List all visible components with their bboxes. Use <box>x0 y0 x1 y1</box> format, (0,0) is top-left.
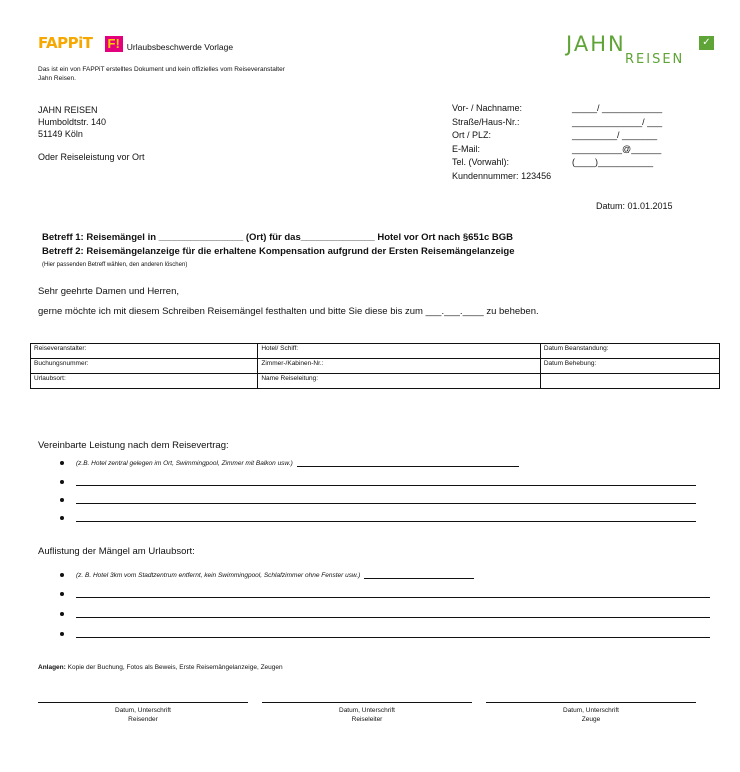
recipient-alternative: Oder Reiseleistung vor Ort <box>38 152 145 162</box>
fappit-logo <box>38 34 233 52</box>
fill-line <box>76 502 696 504</box>
attachments-label: Anlagen: <box>38 664 66 671</box>
bullet-icon <box>60 516 64 520</box>
section-defects-title: Auflistung der Mängel am Urlaubsort: <box>38 546 195 557</box>
signature-traveler[interactable]: Datum, Unterschrift Reisender <box>38 702 248 724</box>
bullet-icon <box>60 573 64 577</box>
table-cell[interactable]: Reiseveranstalter: <box>31 344 258 359</box>
recipient-line: JAHN REISEN <box>38 105 98 115</box>
document-date: Datum: 01.01.2015 <box>596 201 673 211</box>
list-item[interactable] <box>60 572 474 579</box>
fill-line <box>364 577 474 579</box>
sender-field-customer-number: Kundennummer: 123456 <box>452 170 552 181</box>
sender-field-phone[interactable]: Tel. (Vorwahl): (____)___________ <box>452 157 654 167</box>
table-cell[interactable]: Urlaubsort: <box>31 374 258 389</box>
list-item[interactable] <box>60 612 710 618</box>
fill-line <box>76 484 696 486</box>
attachments <box>38 664 283 671</box>
list-item[interactable] <box>60 592 710 598</box>
fill-line <box>76 616 710 618</box>
sender-field-email[interactable]: E-Mail: __________@______ <box>452 143 662 154</box>
list-item[interactable] <box>60 516 696 522</box>
brand-name: FAPPiT <box>38 34 93 52</box>
sender-fields <box>452 102 732 183</box>
bullet-icon <box>60 632 64 636</box>
subject-lines <box>42 231 514 259</box>
fill-line <box>297 465 519 467</box>
sender-field-street[interactable]: Straße/Haus-Nr.: ______________/ ___ <box>452 116 663 127</box>
recipient-line: 51149 Köln <box>38 129 83 139</box>
list-item[interactable] <box>60 498 696 504</box>
signature-tour-guide[interactable]: Datum, Unterschrift Reiseleiter <box>262 702 472 724</box>
jahn-reisen-logo <box>566 32 726 72</box>
table-cell[interactable]: Datum Beanstandung: <box>540 344 719 359</box>
recipient-line: Humboldtstr. 140 <box>38 117 107 127</box>
table-cell[interactable] <box>540 374 719 389</box>
salutation: Sehr geehrte Damen und Herren, <box>38 286 179 297</box>
sender-field-name[interactable]: Vor- / Nachname: _____/ ____________ <box>452 103 663 113</box>
table-row <box>31 359 720 374</box>
section-agreed-services-title: Vereinbarte Leistung nach dem Reisevertrag: <box>38 440 229 451</box>
logo-bottom-text: REISEN <box>625 52 685 67</box>
subject-hint: (Hier passenden Betreff wählen, den anderen löschen) <box>42 262 188 268</box>
list-item[interactable] <box>60 460 519 467</box>
intro-text: gerne möchte ich mit diesem Schreiben Reisemängel festhalten und bitte Sie diese bis zum ___.___.____ zu beheben. <box>38 306 539 317</box>
table-cell[interactable]: Buchungsnummer: <box>31 359 258 374</box>
signature-witness[interactable]: Datum, Unterschrift Zeuge <box>486 702 696 724</box>
bullet-icon <box>60 612 64 616</box>
bullet-icon <box>60 498 64 502</box>
attachments-text: Kopie der Buchung, Fotos als Beweis, Erste Reisemängelanzeige, Zeugen <box>67 664 283 671</box>
table-cell[interactable]: Name Reiseleitung: <box>258 374 540 389</box>
table-cell[interactable]: Datum Behebung: <box>540 359 719 374</box>
list-item[interactable] <box>60 480 696 486</box>
booking-info-table <box>30 343 720 389</box>
table-cell[interactable]: Zimmer-/Kabinen-Nr.: <box>258 359 540 374</box>
fill-line <box>76 596 710 598</box>
fill-line <box>76 520 696 522</box>
leaf-icon: ✓ <box>699 36 714 50</box>
bullet-icon <box>60 592 64 596</box>
logo-top-text: JAHN <box>566 32 626 56</box>
sender-field-city[interactable]: Ort / PLZ: _________/ _______ <box>452 130 658 140</box>
example-text: (z.B. Hotel zentral gelegen im Ort, Swimmingpool, Zimmer mit Balkon usw.) <box>76 460 293 467</box>
document-type: Urlaubsbeschwerde Vorlage <box>126 42 234 52</box>
disclaimer: Das ist ein von FAPPiT erstelltes Dokument und kein offizielles vom Reiseveranstalter Jahn Reisen. <box>38 66 285 82</box>
list-item[interactable] <box>60 632 710 638</box>
subject-2: Betreff 2: Reisemängelanzeige für die erhaltene Kompensation aufgrund der Ersten Reisemängelanzeige <box>42 246 515 257</box>
table-cell[interactable]: Hotel/ Schiff: <box>258 344 540 359</box>
fill-line <box>76 636 710 638</box>
example-text: (z. B. Hotel 3km vom Stadtzentrum entfernt, kein Swimmingpool, Schlafzimmer ohne Fenster usw.) <box>76 572 361 579</box>
table-row <box>31 344 720 359</box>
recipient-address <box>38 104 106 140</box>
table-row <box>31 374 720 389</box>
bullet-icon <box>60 480 64 484</box>
brand-box: F! <box>105 36 123 52</box>
bullet-icon <box>60 461 64 465</box>
subject-1: Betreff 1: Reisemängel in ________________ (Ort) für das______________ Hotel vor Ort nach §651c BGB <box>42 232 514 243</box>
